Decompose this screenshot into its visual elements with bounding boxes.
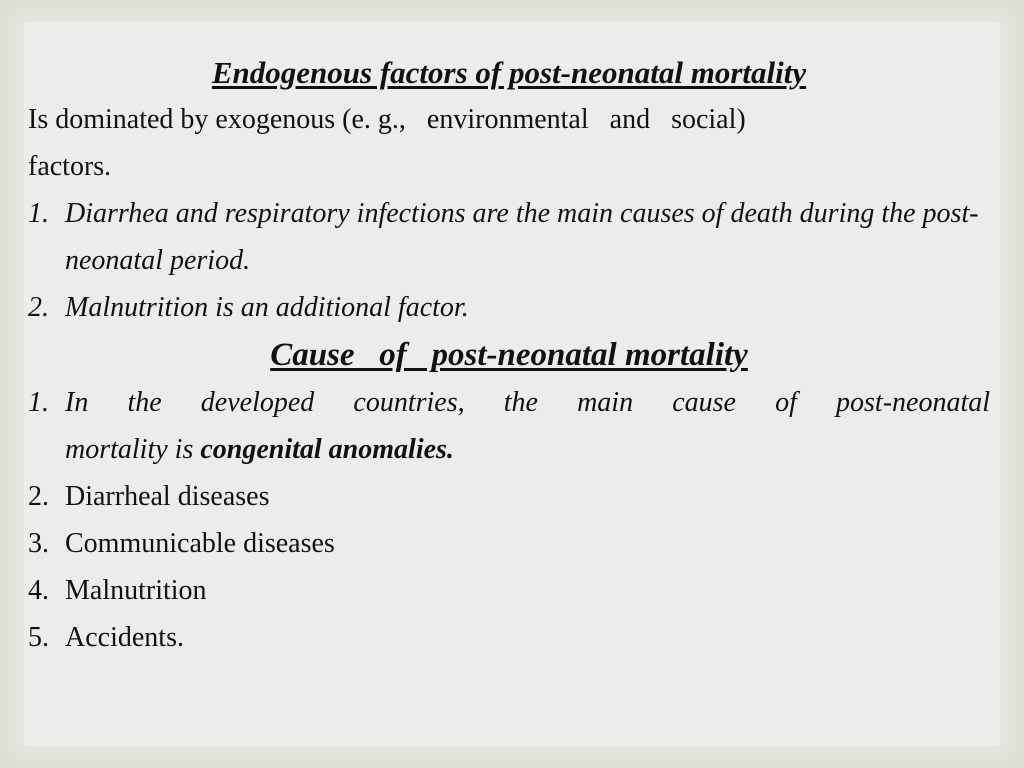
list-text: Accidents. <box>65 622 184 653</box>
list-item <box>28 520 990 567</box>
list-number: 3. <box>28 528 49 559</box>
cause-1-prefix: mortality is <box>65 434 201 465</box>
intro-line-1 <box>28 96 990 143</box>
list-item <box>28 567 990 614</box>
list-number: 1. <box>28 198 49 229</box>
heading-endogenous-factors: Endogenous factors of post-neonatal mortality <box>211 55 807 90</box>
intro-text-1: Is dominated by exogenous (e. g., environmental and social) <box>28 104 746 135</box>
list-text: Communicable diseases <box>65 528 335 559</box>
list-text: Malnutrition <box>65 575 207 606</box>
heading-cause-of-mortality: Cause of post-neonatal mortality <box>270 337 748 373</box>
list-item <box>28 473 990 520</box>
list-item <box>28 284 990 331</box>
list-number: 4. <box>28 575 49 606</box>
list-text: Malnutrition is an additional factor. <box>65 292 469 323</box>
congenital-anomalies-emphasis: congenital anomalies. <box>200 434 454 465</box>
list-text: Diarrheal diseases <box>65 481 270 512</box>
list-item <box>28 379 990 473</box>
list-item <box>28 190 990 284</box>
list-text: Diarrhea and respiratory infections are the main causes of death during the post-neonatal period. <box>65 198 979 276</box>
cause-list <box>28 379 990 661</box>
slide-content <box>28 50 990 661</box>
list-number: 1. <box>28 387 49 418</box>
endogenous-list <box>28 190 990 331</box>
list-text <box>65 379 990 473</box>
cause-1-line-2 <box>65 434 454 465</box>
list-number: 2. <box>28 292 49 323</box>
cause-1-line-1: In the developed countries, the main cause of post-neonatal <box>65 387 990 418</box>
list-number: 5. <box>28 622 49 653</box>
intro-line-2: factors. <box>28 151 112 182</box>
list-item <box>28 614 990 661</box>
list-number: 2. <box>28 481 49 512</box>
